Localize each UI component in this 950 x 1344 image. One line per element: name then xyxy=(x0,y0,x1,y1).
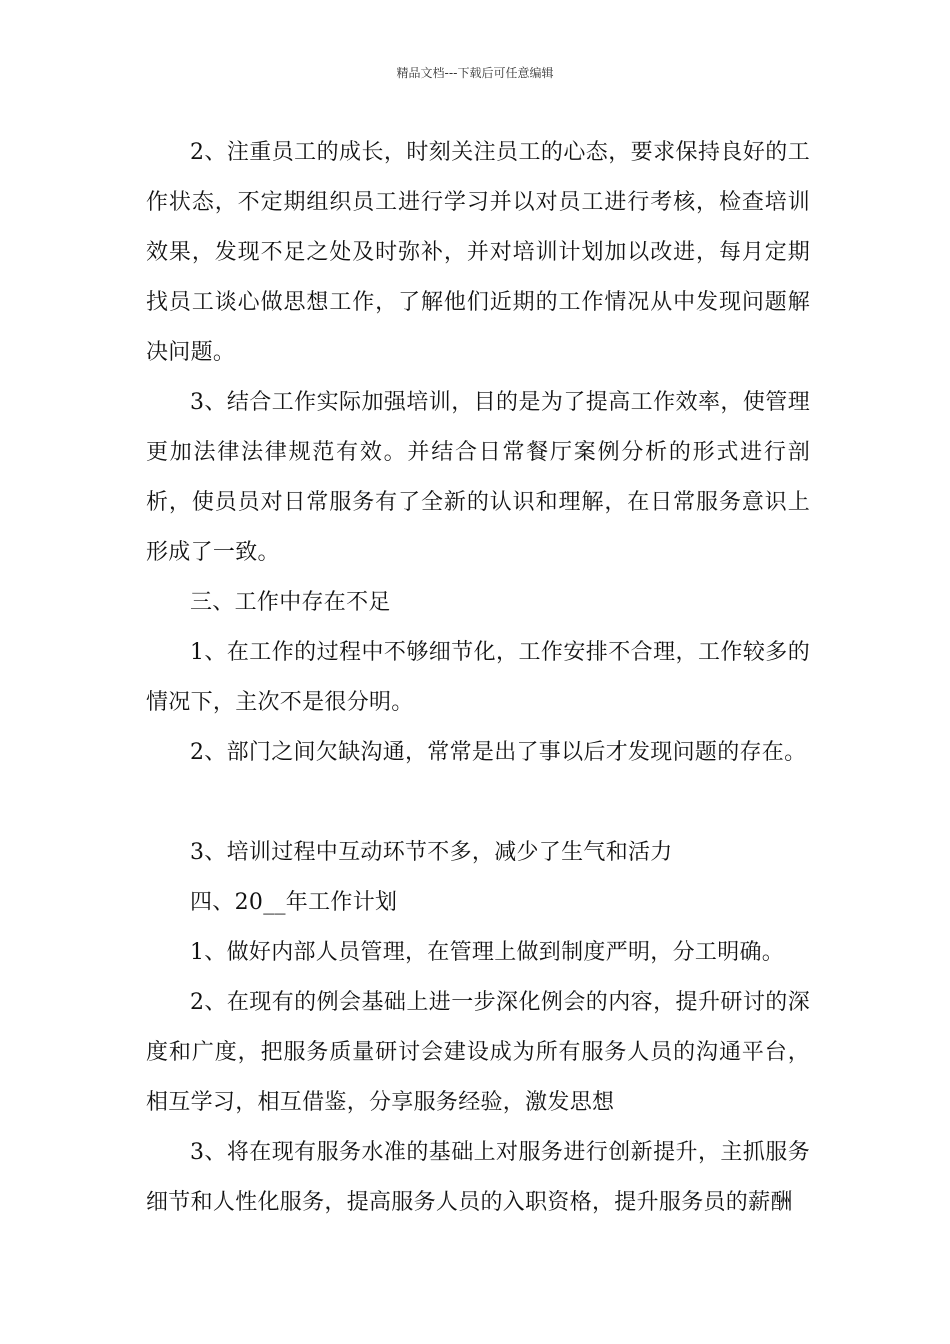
page-header: 精品文档---下载后可任意编辑 xyxy=(396,66,554,80)
paragraph-shortcoming-1: 1、在工作的过程中不够细节化，工作安排不合理，工作较多的情况下，主次不是很分明。 xyxy=(146,640,810,715)
section-heading-work-plan: 四、20__年工作计划 xyxy=(190,890,398,915)
paragraph-plan-2: 2、在现有的例会基础上进一步深化例会的内容，提升研讨的深度和广度，把服务质量研讨会建设成为所有服务人员的沟通平台，相互学习，相互借鉴，分享服务经验，激发思想 xyxy=(146,990,810,1115)
paragraph-shortcoming-3: 3、培训过程中互动环节不多，减少了生气和活力 xyxy=(190,840,673,865)
document-body xyxy=(146,128,810,1228)
blank-line xyxy=(146,778,810,828)
paragraph-staff-growth: 2、注重员工的成长，时刻关注员工的心态，要求保持良好的工作状态，不定期组织员工进行学习并以对员工进行考核，检查培训效果，发现不足之处及时弥补，并对培训计划加以改进，每月定期找员工谈心做思想工作，了解他们近期的工作情况从中发现问题解决问题。 xyxy=(146,140,810,365)
section-heading-shortcomings: 三、工作中存在不足 xyxy=(190,590,391,615)
paragraph-training: 3、结合工作实际加强培训，目的是为了提高工作效率，使管理更加法律法律规范有效。并结合日常餐厅案例分析的形式进行剖析，使员员对日常服务有了全新的认识和理解，在日常服务意识上形成了一致。 xyxy=(146,390,810,565)
paragraph-plan-3: 3、将在现有服务水准的基础上对服务进行创新提升，主抓服务细节和人性化服务，提高服务人员的入职资格，提升服务员的薪酬 xyxy=(146,1140,810,1215)
paragraph-shortcoming-2: 2、部门之间欠缺沟通，常常是出了事以后才发现问题的存在。 xyxy=(190,740,807,765)
paragraph-plan-1: 1、做好内部人员管理，在管理上做到制度严明，分工明确。 xyxy=(190,940,785,965)
